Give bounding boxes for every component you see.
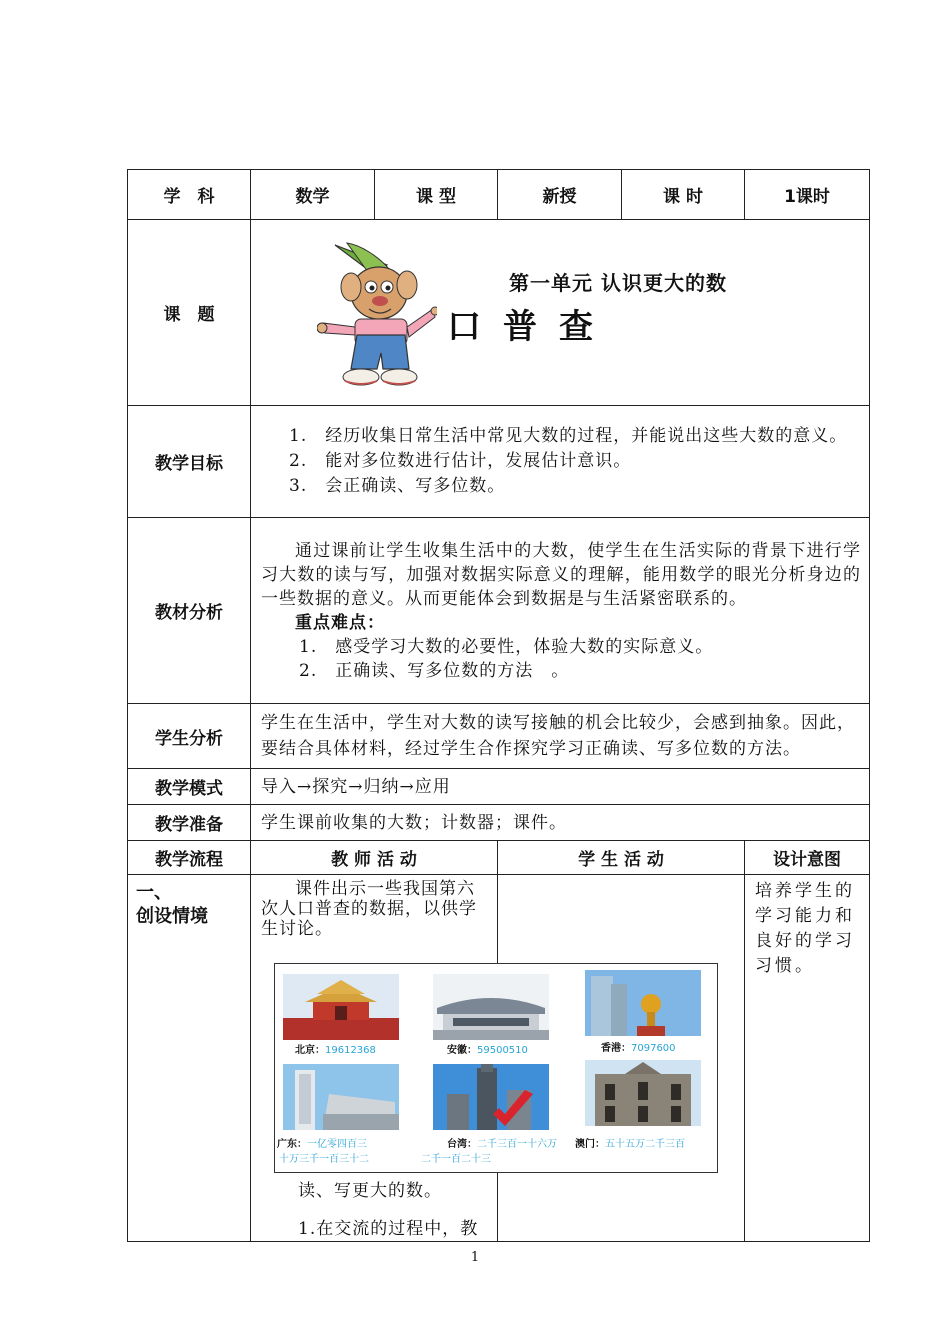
flow-label: 教学流程 bbox=[128, 841, 251, 875]
topic-label: 课 题 bbox=[128, 220, 251, 406]
macau-photo bbox=[585, 1060, 701, 1126]
anhui-value: 59500510 bbox=[477, 1045, 528, 1056]
goals-cell bbox=[251, 406, 870, 518]
anhui-caption bbox=[447, 1041, 528, 1056]
guangdong-value-2: 十万三千一百三十二 bbox=[279, 1154, 369, 1165]
material-row bbox=[128, 518, 870, 704]
topic-cell bbox=[251, 220, 870, 406]
beijing-caption bbox=[295, 1041, 376, 1056]
key-points-label: 重点难点： bbox=[295, 612, 385, 633]
macau-value: 五十五万二千三百 bbox=[605, 1139, 685, 1150]
unit-title: 第一单元 认识更大的数 bbox=[509, 270, 727, 295]
prep-text: 学生课前收集的大数；计数器；课件。 bbox=[261, 812, 567, 833]
goals-label: 教学目标 bbox=[128, 406, 251, 518]
teacher-activity-text: 课件出示一些我国第六次人口普查的数据，以供学生讨论。 bbox=[261, 879, 477, 939]
goals-row bbox=[128, 406, 870, 518]
students-label: 学生分析 bbox=[128, 704, 251, 769]
subject-value: 数学 bbox=[251, 170, 375, 220]
guangdong-value-1: 一亿零四百三 bbox=[307, 1139, 367, 1150]
page-number: 1 bbox=[470, 1250, 480, 1265]
taiwan-value-2: 二千一百二十三 bbox=[421, 1154, 491, 1165]
step-cell bbox=[128, 875, 251, 1242]
step-number: 一、 bbox=[136, 882, 172, 903]
mode-label: 教学模式 bbox=[128, 769, 251, 805]
lesson-title: 口普查 bbox=[447, 306, 615, 347]
design-intent-cell bbox=[745, 875, 870, 1242]
hongkong-photo bbox=[585, 970, 701, 1036]
students-text: 学生在生活中，学生对大数的读写接触的机会比较少，会感到抽象。因此，要结合具体材料，经过学生合作探究学习正确读、写多位数的方法。 bbox=[261, 713, 855, 759]
guangdong-label: 广东： bbox=[277, 1139, 307, 1150]
type-value: 新授 bbox=[498, 170, 622, 220]
prep-cell bbox=[251, 805, 870, 841]
taiwan-photo bbox=[433, 1064, 549, 1130]
mode-row bbox=[128, 769, 870, 805]
anhui-photo bbox=[433, 974, 549, 1040]
material-label: 教材分析 bbox=[128, 518, 251, 704]
beijing-value: 19612368 bbox=[325, 1045, 376, 1056]
macau-caption bbox=[575, 1135, 685, 1150]
prep-label: 教学准备 bbox=[128, 805, 251, 841]
flow-header-row bbox=[128, 841, 870, 875]
students-row bbox=[128, 704, 870, 769]
beijing-label: 北京： bbox=[295, 1045, 325, 1056]
material-paragraph: 通过课前让学生收集生活中的大数，使学生在生活实际的背景下进行学习大数的读与写，加强对数据实际意义的理解，能用数学的眼光分析身边的一些数据的意义。从而更能体会到数据是与生活紧密联系的。 bbox=[261, 540, 861, 609]
hours-value: 1课时 bbox=[745, 170, 870, 220]
cartoon-mascot-illustration bbox=[317, 235, 437, 391]
guangdong-caption bbox=[277, 1135, 367, 1150]
guangdong-photo bbox=[283, 1064, 399, 1130]
design-intent-text: 培养学生的学习能力和良好的学习习惯。 bbox=[755, 881, 855, 976]
subject-label: 学 科 bbox=[128, 170, 251, 220]
hours-label: 课 时 bbox=[622, 170, 745, 220]
students-cell bbox=[251, 704, 870, 769]
student-activity-header: 学 生 活 动 bbox=[498, 841, 745, 875]
hongkong-caption bbox=[601, 1039, 676, 1054]
taiwan-value-1: 二千三百一十六万 bbox=[477, 1139, 557, 1150]
prep-row bbox=[128, 805, 870, 841]
hongkong-label: 香港： bbox=[601, 1043, 631, 1054]
census-collage-image bbox=[274, 963, 718, 1173]
hongkong-value: 7097600 bbox=[631, 1043, 676, 1054]
header-row bbox=[128, 170, 870, 220]
mode-text: 导入→探究→归纳→应用 bbox=[261, 776, 451, 797]
key-point-item: 1. 感受学习大数的必要性，体验大数的实际意义。 bbox=[299, 636, 714, 657]
teacher-activity-continued: 读、写更大的数。 bbox=[298, 1181, 442, 1201]
beijing-photo bbox=[283, 974, 399, 1040]
goal-item: 1. 经历收集日常生活中常见大数的过程，并能说出这些大数的意义。 bbox=[289, 426, 848, 446]
taiwan-label: 台湾： bbox=[447, 1139, 477, 1150]
goal-item: 2. 能对多位数进行估计，发展估计意识。 bbox=[289, 451, 632, 471]
design-intent-header: 设计意图 bbox=[745, 841, 870, 875]
key-point-item: 2. 正确读、写多位数的方法 。 bbox=[299, 660, 570, 681]
mode-cell bbox=[251, 769, 870, 805]
taiwan-caption bbox=[447, 1135, 557, 1150]
step-title: 创设情境 bbox=[136, 906, 208, 927]
type-label: 课 型 bbox=[375, 170, 498, 220]
teacher-activity-continued-2: 1.在交流的过程中，教 bbox=[298, 1219, 479, 1239]
goal-item: 3. 会正确读、写多位数。 bbox=[289, 476, 506, 496]
material-cell bbox=[251, 518, 870, 704]
topic-row bbox=[128, 220, 870, 406]
macau-label: 澳门： bbox=[575, 1139, 605, 1150]
teacher-activity-header: 教 师 活 动 bbox=[251, 841, 498, 875]
anhui-label: 安徽： bbox=[447, 1045, 477, 1056]
